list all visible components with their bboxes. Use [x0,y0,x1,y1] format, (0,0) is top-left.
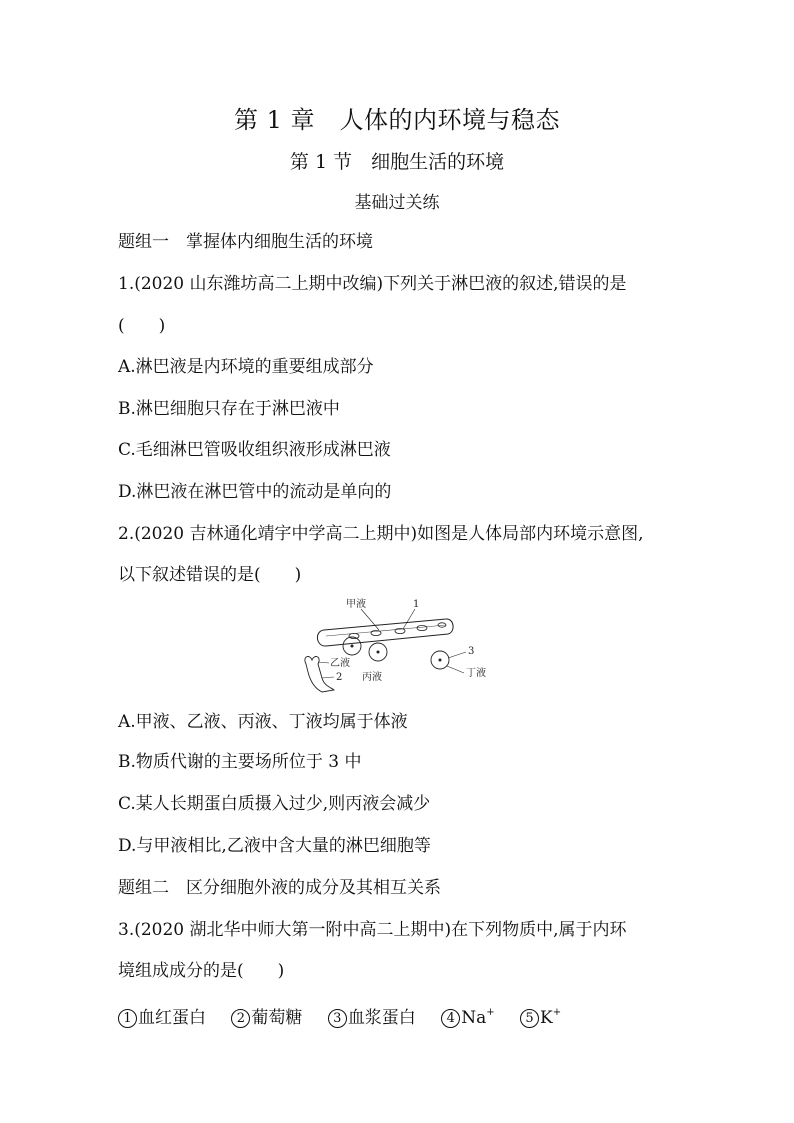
label-3: 3 [468,646,475,657]
label-1: 1 [413,599,420,610]
q1-option-d: D.淋巴液在淋巴管中的流动是单向的 [118,482,392,502]
circled-number: 3 [328,1009,347,1028]
question-2-stem-line2: 以下叙述错误的是( ) [118,565,302,585]
red-blood-cell [349,633,359,638]
q2-option-d: D.与甲液相比,乙液中含大量的淋巴细胞等 [118,836,431,856]
circled-number: 4 [441,1009,460,1028]
chapter-title: 第 1 章 人体的内环境与稳态 [233,106,561,134]
q3-items [118,1001,581,1030]
internal-environment-diagram [296,594,496,694]
capillary-wall-inner [326,625,446,636]
q1-option-c: C.毛细淋巴管吸收组织液形成淋巴液 [118,440,391,460]
label-bing: 丙液 [362,672,382,683]
q3-item-2: 2 葡萄糖 [231,1008,302,1028]
q2-option-b: B.物质代谢的主要场所位于 3 中 [118,752,362,772]
q2-option-a: A.甲液、乙液、丙液、丁液均属于体液 [118,712,408,732]
q3-item-3: 3 血浆蛋白 [328,1008,416,1028]
q1-option-b: B.淋巴细胞只存在于淋巴液中 [118,399,340,419]
capillary-vessel [317,619,453,646]
question-3-stem-line1: 3.(2020 湖北华中师大第一附中高二上期中)在下列物质中,属于内环 [118,920,627,940]
red-blood-cell [417,625,427,630]
section-title: 第 1 节 细胞生活的环境 [289,151,505,173]
q3-item-1: 1 血红蛋白 [118,1008,206,1028]
label-yi: 乙液 [330,658,350,669]
q3-item-5: 5 K+ [520,1008,561,1028]
group-1-heading: 题组一 掌握体内细胞生活的环境 [118,232,373,252]
circled-number: 2 [231,1009,250,1028]
q3-item-4: 4 Na+ [441,1008,494,1028]
label-ding: 丁液 [466,668,486,679]
label-jia: 甲液 [346,599,366,610]
circled-number: 1 [118,1009,137,1028]
question-1-paren: ( ) [118,316,166,336]
question-1-stem: 1.(2020 山东潍坊高二上期中改编)下列关于淋巴液的叙述,错误的是 [118,274,627,294]
question-3-stem-line2: 境组成成分的是( ) [118,961,285,981]
q2-option-c: C.某人长期蛋白质摄入过少,则丙液会减少 [118,794,431,814]
label-2: 2 [336,672,343,683]
subtitle: 基础过关练 [354,193,440,213]
q1-option-a: A.淋巴液是内环境的重要组成部分 [118,357,374,377]
question-2-stem-line1: 2.(2020 吉林通化靖宇中学高二上期中)如图是人体局部内环境示意图, [118,524,644,544]
group-2-heading: 题组二 区分细胞外液的成分及其相互关系 [118,878,441,898]
circled-number: 5 [520,1009,539,1028]
